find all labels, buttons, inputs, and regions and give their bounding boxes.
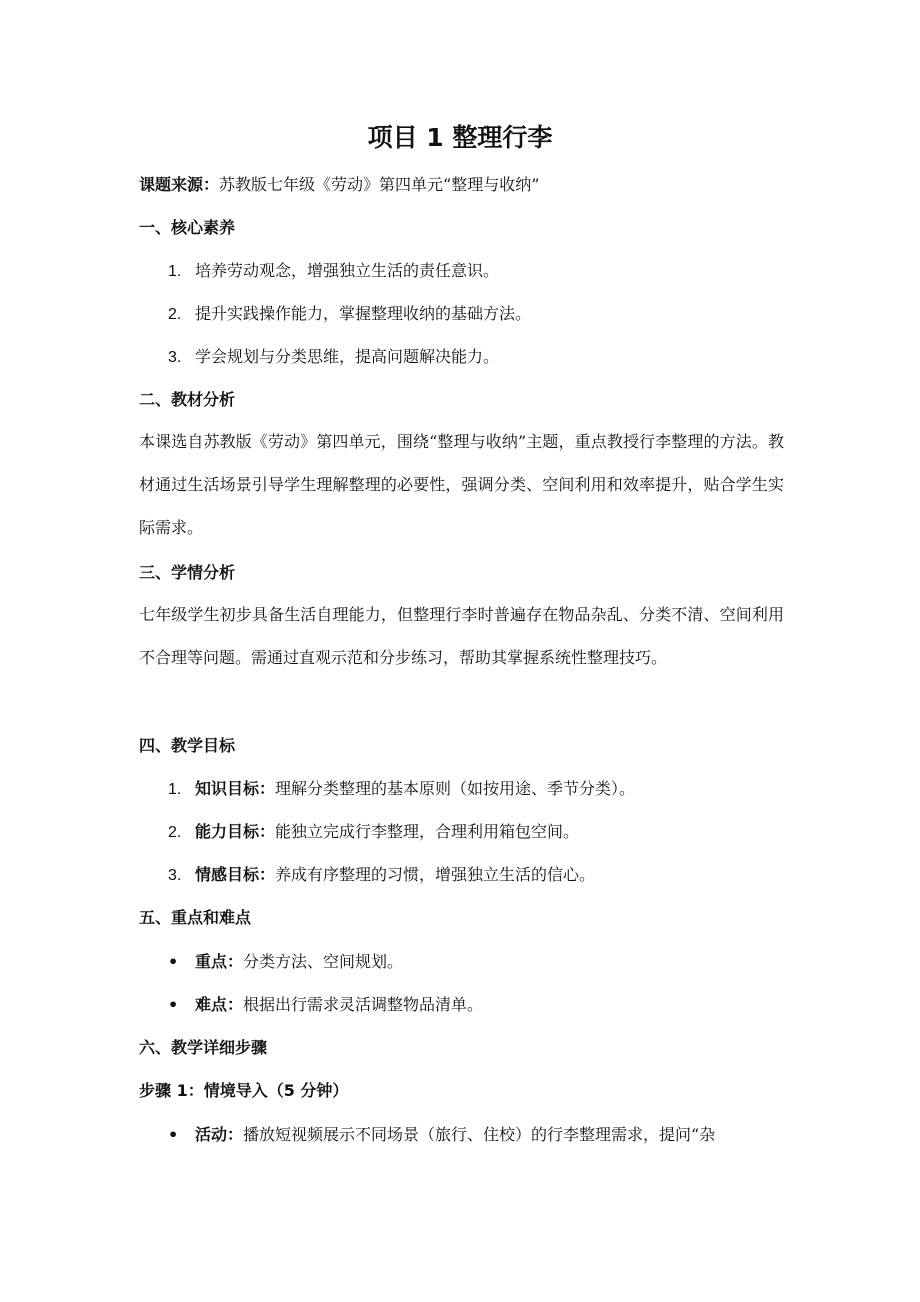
learner-paragraph: 七年级学生初步具备生活自理能力，但整理行李时普遍存在物品杂乱、分类不清、空间利用不合理等问题。需通过直观示范和分步练习，帮助其掌握系统性整理技巧。: [139, 605, 784, 667]
list-text: 培养劳动观念，增强独立生活的责任意识。: [195, 261, 500, 280]
list-item: [168, 863, 595, 888]
section-heading-learner: 三、学情分析: [139, 563, 236, 582]
bullet-label: 活动：: [195, 1125, 244, 1144]
list-number: 2.: [168, 824, 182, 841]
bullet-dot: •: [168, 952, 179, 971]
source-label: 课题来源：: [139, 175, 220, 194]
bullet-item: [168, 950, 403, 974]
section-heading-keypoints: 五、重点和难点: [139, 908, 252, 927]
list-number: 3.: [168, 867, 182, 884]
list-text: 理解分类整理的基本原则（如按用途、季节分类）。: [275, 779, 636, 798]
bullet-dot: •: [168, 995, 179, 1014]
bullet-dot: •: [168, 1125, 179, 1144]
list-number: 3.: [168, 349, 182, 366]
source-line: [139, 173, 539, 197]
list-text: 养成有序整理的习惯，增强独立生活的信心。: [275, 865, 596, 884]
list-item: [168, 820, 579, 845]
bullet-item: [168, 993, 483, 1017]
list-item: [168, 302, 531, 327]
bullet-text: 分类方法、空间规划。: [243, 952, 404, 971]
list-label: 情感目标：: [195, 865, 276, 884]
list-label: 能力目标：: [195, 822, 276, 841]
bullet-text: 根据出行需求灵活调整物品清单。: [243, 995, 484, 1014]
document-title: 项目 1 整理行李: [367, 123, 553, 152]
bullet-item: [168, 1123, 715, 1147]
section-heading-material: 二、教材分析: [139, 390, 236, 409]
material-paragraph: 本课选自苏教版《劳动》第四单元，围绕“整理与收纳”主题，重点教授行李整理的方法。教材通过生活场景引导学生理解整理的必要性，强调分类、空间利用和效率提升，贴合学生实际需求。: [139, 432, 784, 537]
list-number: 2.: [168, 306, 182, 323]
source-text: 苏教版七年级《劳动》第四单元“整理与收纳”: [219, 175, 540, 194]
list-text: 能独立完成行李整理，合理利用箱包空间。: [275, 822, 580, 841]
bullet-label: 重点：: [195, 952, 244, 971]
list-text: 提升实践操作能力，掌握整理收纳的基础方法。: [195, 304, 532, 323]
list-number: 1.: [168, 781, 182, 798]
list-text: 学会规划与分类思维，提高问题解决能力。: [195, 347, 500, 366]
step-heading: 步骤 1：情境导入（5 分钟）: [139, 1081, 349, 1100]
list-label: 知识目标：: [195, 779, 276, 798]
list-item: [168, 777, 635, 802]
bullet-label: 难点：: [195, 995, 244, 1014]
section-heading-steps: 六、教学详细步骤: [139, 1038, 268, 1057]
bullet-text: 播放短视频展示不同场景（旅行、住校）的行李整理需求，提问“杂: [243, 1125, 716, 1144]
list-item: [168, 345, 499, 370]
section-heading-core: 一、核心素养: [139, 218, 236, 237]
list-item: [168, 259, 499, 284]
section-heading-goals: 四、教学目标: [139, 736, 236, 755]
list-number: 1.: [168, 263, 182, 280]
